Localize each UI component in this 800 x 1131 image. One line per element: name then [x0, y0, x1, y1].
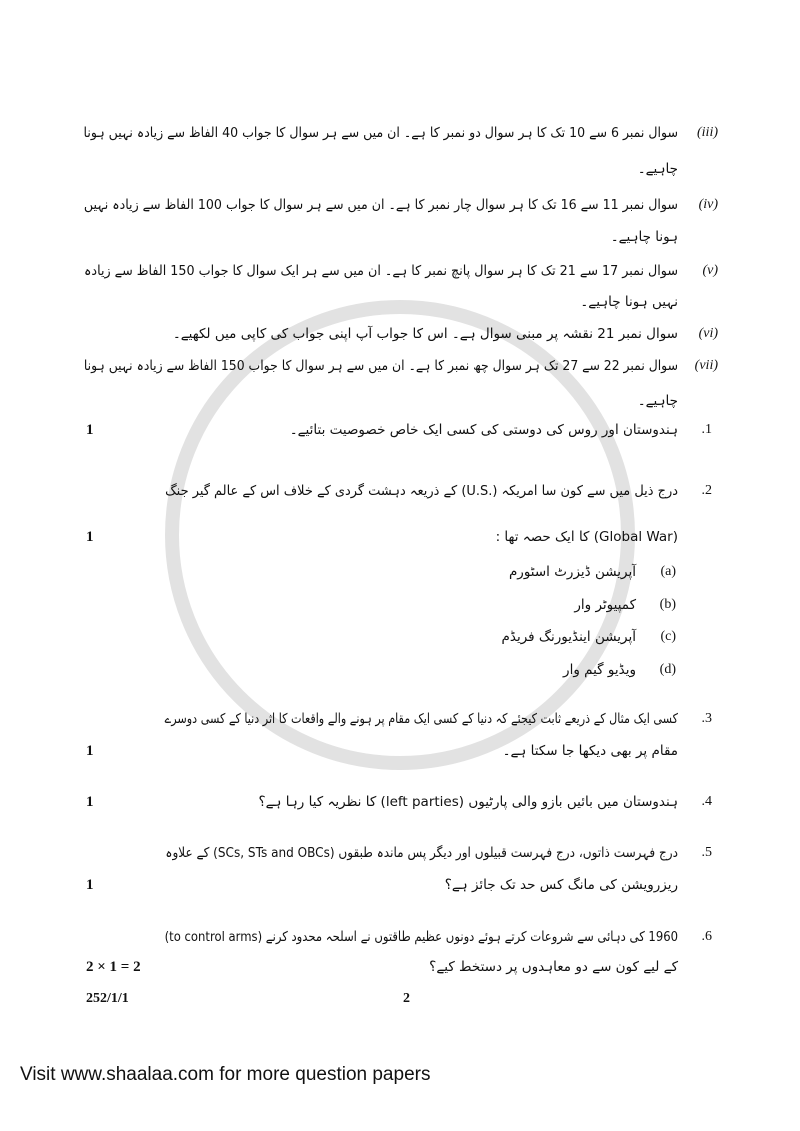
instruction-label: (vi) [698, 326, 718, 341]
question-text: 1960 کی دہائی سے شروعات کرتے ہوئے دونوں عظیم طاقتوں نے اسلحہ محدود کرنے (to control arms) [164, 929, 678, 945]
question-text: (Global War) کا ایک حصہ تھا : [495, 529, 678, 545]
instruction-text: سوال نمبر 11 سے 16 تک کا ہر سوال چار نمبر کا ہے۔ ان میں سے ہر سوال کا جواب 100 الفاظ سے زیادہ نہیں [83, 197, 678, 213]
question-number: .6 [701, 929, 712, 944]
page-number: 2 [403, 991, 410, 1006]
question-number: .5 [701, 845, 712, 860]
instruction-label: (vii) [694, 358, 718, 373]
option-text: ویڈیو گیم وار [563, 662, 636, 678]
instruction-text: چاہیے۔ [637, 393, 678, 409]
instruction-text: ہونا چاہیے۔ [610, 229, 678, 245]
paper-code: 252/1/1 [86, 991, 129, 1006]
footer-banner: Visit www.shaalaa.com for more question papers [20, 1064, 431, 1085]
question-text: کسی ایک مثال کے ذریعے ثابت کیجئے کہ دنیا کے کسی ایک مقام پر ہونے والے واقعات کا اثر دنیا کے کسی دوسرے [164, 711, 678, 727]
option-label: (a) [660, 564, 676, 579]
question-text: ہندوستان میں بائیں بازو والی پارٹیوں (left parties) کا نظریہ کیا رہا ہے؟ [258, 794, 678, 810]
instruction-text: سوال نمبر 6 سے 10 تک کا ہر سوال دو نمبر کا ہے۔ ان میں سے ہر سوال کا جواب 40 الفاظ سے زیادہ نہیں ہونا [83, 125, 678, 141]
question-marks: 1 [86, 422, 94, 438]
instruction-label: (iv) [698, 197, 718, 212]
question-text: درج ذیل میں سے کون سا امریکہ (.U.S) کے ذریعہ دہشت گردی کے خلاف اس کے عالم گیر جنگ [165, 483, 678, 499]
option-text: آپریشن ڈیزرٹ اسٹورم [508, 564, 636, 580]
option-label: (c) [660, 629, 676, 644]
instruction-label: (v) [702, 263, 718, 278]
instruction-text: نہیں ہونا چاہیے۔ [580, 294, 678, 310]
option-text: آپریشن اینڈیورنگ فریڈم [501, 629, 636, 645]
option-text: کمپیوٹر وار [574, 597, 636, 613]
question-marks: 1 [86, 529, 94, 545]
instruction-label: (iii) [697, 125, 718, 140]
instruction-text: سوال نمبر 17 سے 21 تک کا ہر سوال پانچ نمبر کا ہے۔ ان میں سے ہر ایک سوال کا جواب 150 الفاظ سے زیادہ [83, 263, 678, 279]
question-marks: 1 [86, 743, 94, 759]
question-text: کے لیے کون سے دو معاہدوں پر دستخط کیے؟ [429, 959, 678, 975]
question-number: .1 [701, 422, 712, 437]
question-text: ریزرویشن کی مانگ کس حد تک جائز ہے؟ [444, 877, 678, 893]
question-text: درج فہرست ذاتوں، درج فہرست قبیلوں اور دیگر پس ماندہ طبقوں (SCs, STs and OBCs) کے علاوہ [165, 845, 678, 861]
option-label: (b) [659, 597, 676, 612]
instruction-text: سوال نمبر 22 سے 27 تک ہر سوال چھ نمبر کا ہے۔ ان میں سے ہر سوال کا جواب 150 الفاظ سے زیادہ نہیں ہونا [83, 358, 678, 374]
instruction-text: چاہیے۔ [637, 161, 678, 177]
question-marks: 2 × 1 = 2 [86, 959, 141, 975]
question-marks: 1 [86, 794, 94, 810]
question-number: .2 [701, 483, 712, 498]
question-number: .4 [701, 794, 712, 809]
question-number: .3 [701, 711, 712, 726]
option-label: (d) [659, 662, 676, 677]
question-marks: 1 [86, 877, 94, 893]
question-text: ہندوستان اور روس کی دوستی کی کسی ایک خاص خصوصیت بتائیے۔ [289, 422, 678, 438]
instruction-text: سوال نمبر 21 نقشہ پر مبنی سوال ہے۔ اس کا جواب آپ اپنی جواب کی کاپی میں لکھیے۔ [172, 326, 678, 342]
question-text: مقام پر بھی دیکھا جا سکتا ہے۔ [502, 743, 678, 759]
